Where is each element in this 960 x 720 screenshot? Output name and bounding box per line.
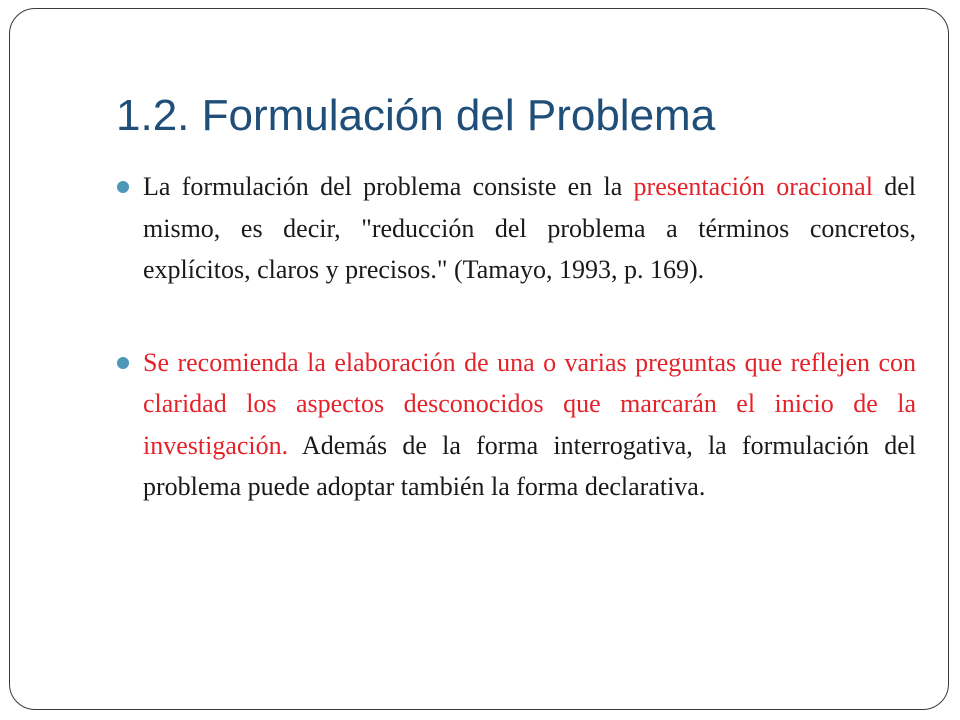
bullet-highlight-text: presentación oracional	[633, 172, 873, 201]
bullet-text-part: La formulación del problema consiste en la	[143, 172, 634, 201]
bullet-item-recommendation	[116, 342, 916, 508]
slide-title: 1.2. Formulación del Problema	[116, 91, 716, 140]
bullet-text-part: del mismo, es decir, "reducción del problema a términos concretos, explícitos, claros y precisos." (Tamayo, 1993, p. 169).	[143, 172, 917, 284]
bullet-list	[116, 166, 916, 508]
bullet-dot-icon	[117, 181, 129, 193]
bullet-highlight-text: Se recomienda la elaboración de una o varias preguntas que reflejen con claridad los aspectos desconocidos que marcarán el inicio de la investigación.	[143, 347, 916, 460]
bullet-dot-icon	[117, 357, 129, 369]
bullet-item-problem-formulation	[116, 166, 916, 291]
bullet-text-part: Además de la forma interrogativa, la formulación del problema puede adoptar también la forma declarativa.	[143, 430, 916, 501]
slide-frame	[9, 8, 949, 710]
